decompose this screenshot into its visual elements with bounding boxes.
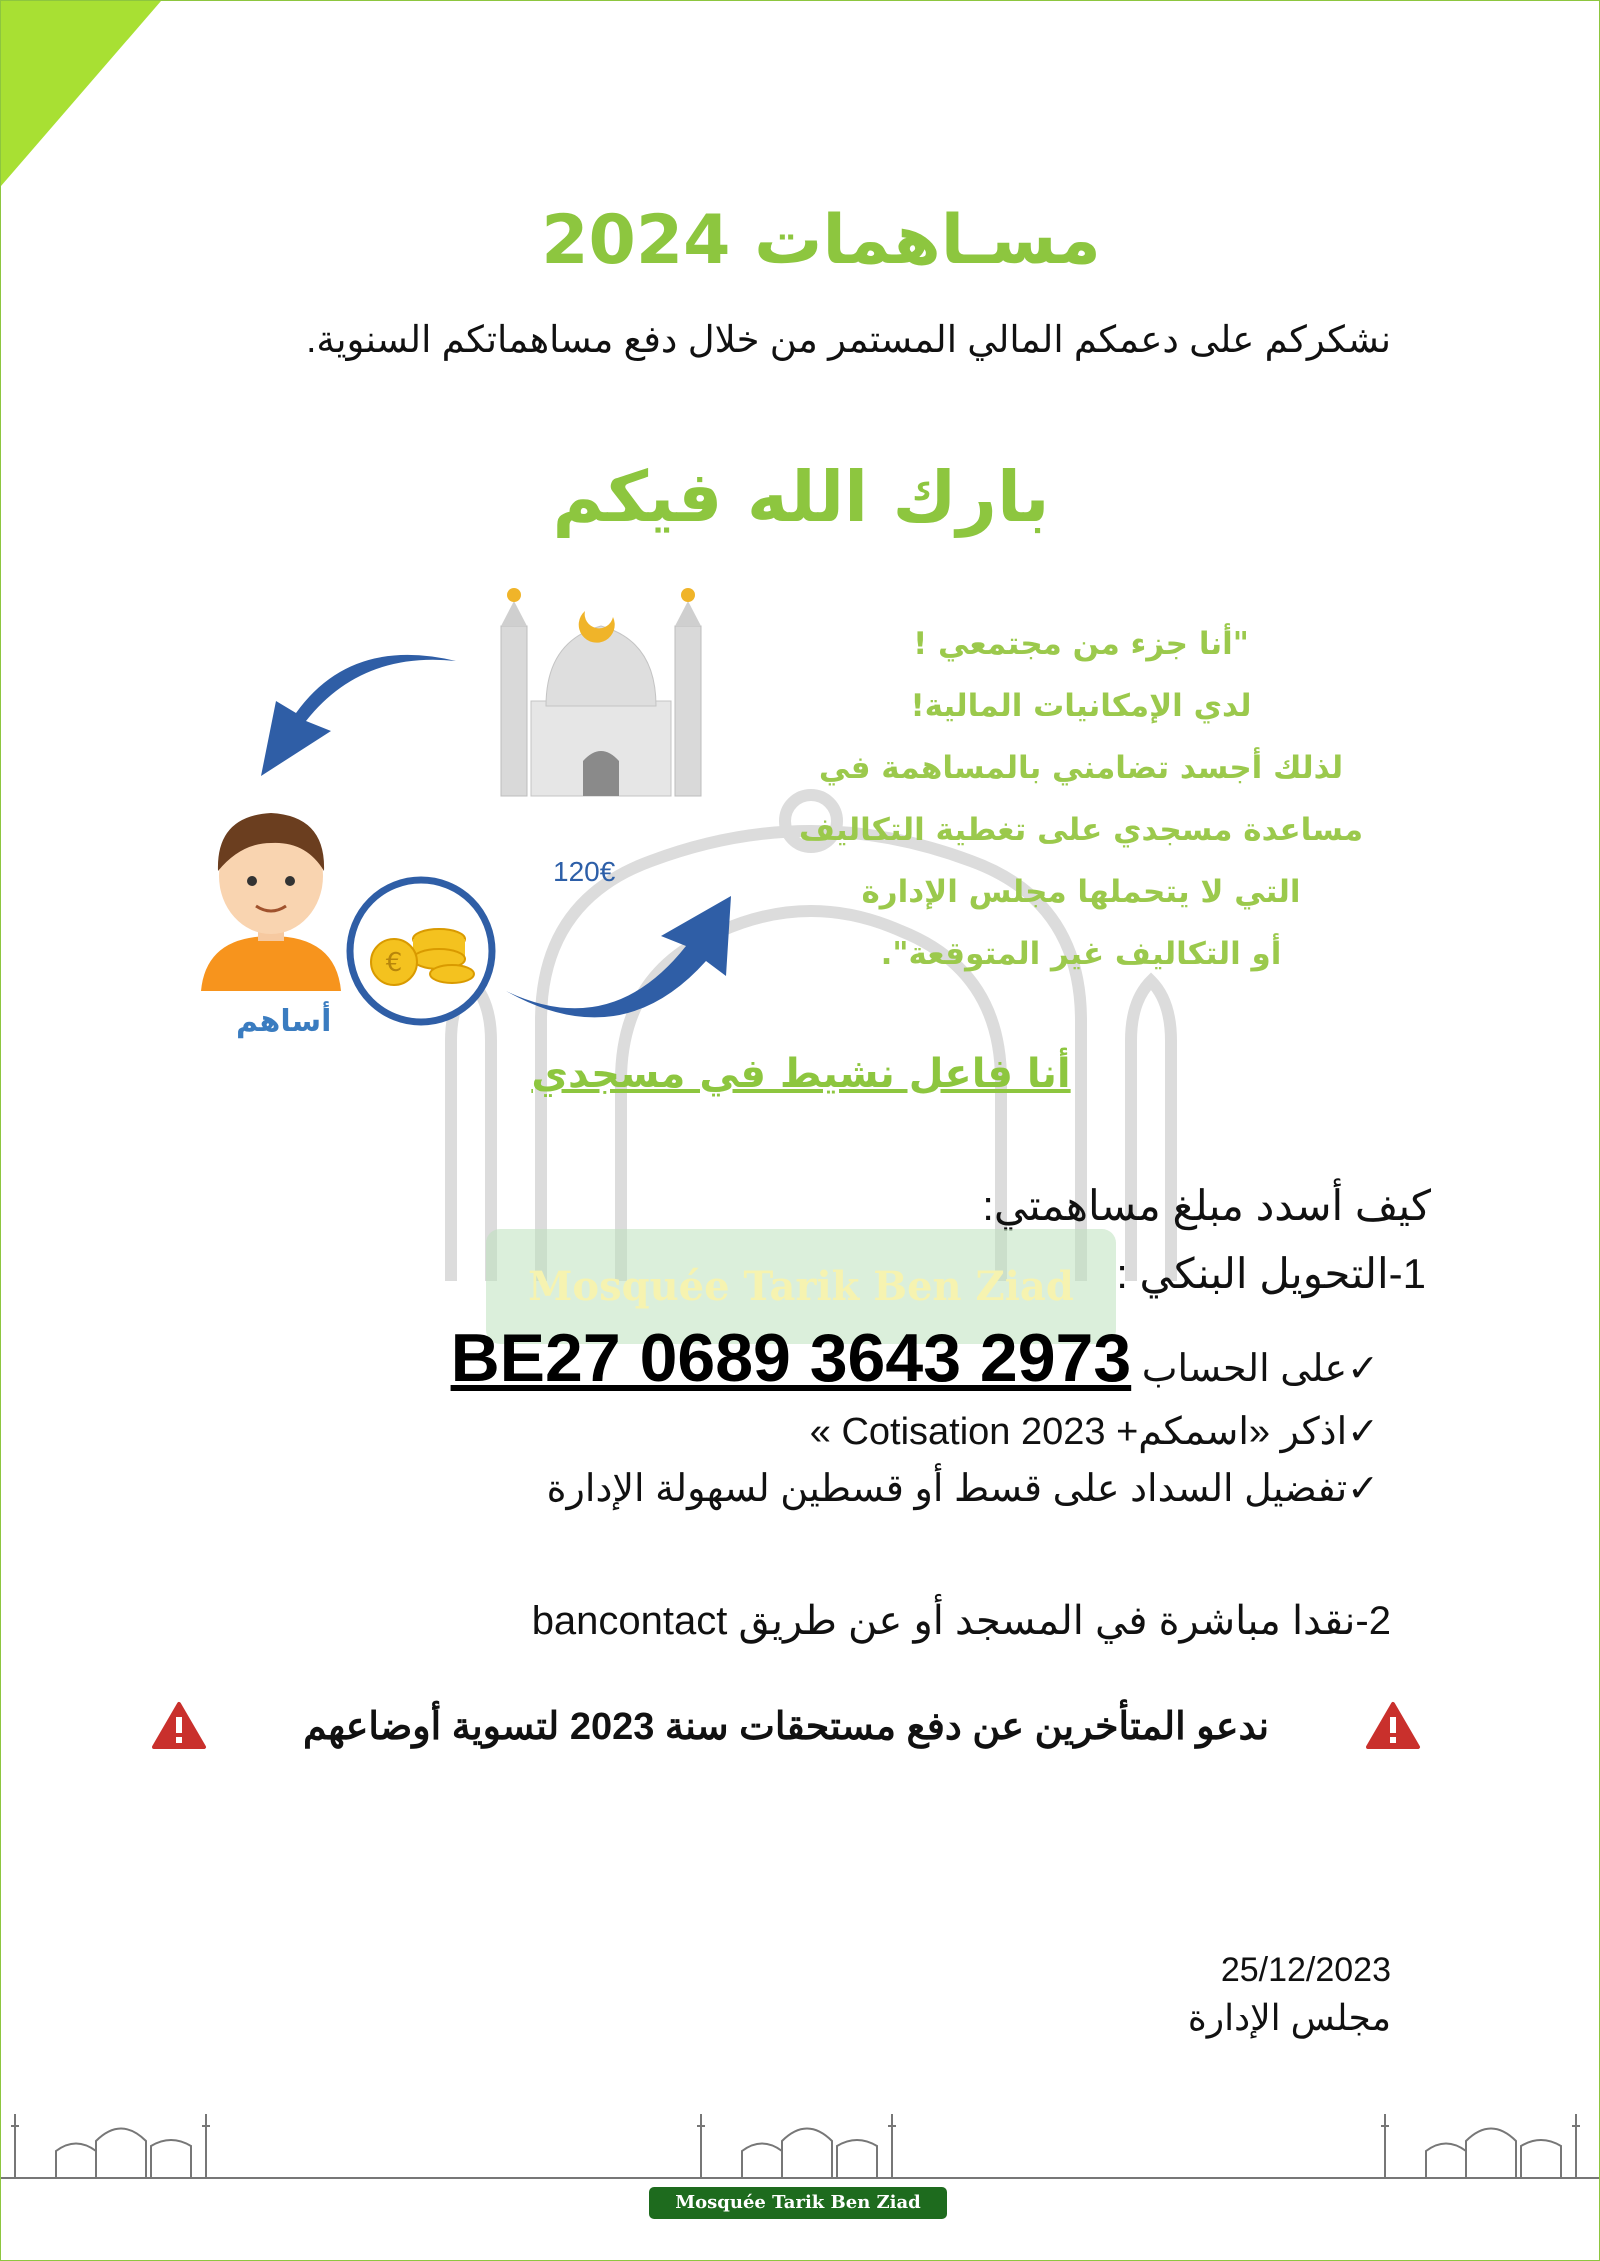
installments-text: تفضيل السداد على قسط أو قسطين لسهولة الإدارة [546, 1468, 1348, 1510]
check-icon: ✓ [1347, 1468, 1379, 1510]
late-payment-warning [151, 1701, 1421, 1751]
arrow-to-mosque-icon [501, 891, 741, 1021]
quote-line: أو التكاليف غير المتوقعة". [880, 936, 1282, 972]
contributor-label: أساهم [236, 1004, 332, 1039]
how-to-pay-heading: كيف أسدد مبلغ مساهمتي: [982, 1182, 1431, 1229]
blessing-heading: بارك الله فيكم [552, 456, 1050, 538]
quote-line: مساعدة مسجدي على تغطية التكاليف [798, 812, 1364, 848]
quote-line: لذلك أجسد تضامني بالمساهمة في [818, 750, 1344, 786]
installments-row [547, 1466, 1379, 1511]
page-title: مسـاهمات 2024 [541, 201, 1101, 280]
account-prefix: على الحساب [1141, 1348, 1348, 1390]
svg-text:€: € [385, 948, 403, 978]
check-icon: ✓ [1347, 1411, 1379, 1453]
contributor-avatar-icon [196, 801, 346, 991]
issue-date: 25/12/2023 [1220, 1951, 1391, 1989]
coins-icon [344, 874, 499, 1029]
account-row [451, 1319, 1379, 1397]
bank-transfer-heading: 1-التحويل البنكي : [1116, 1250, 1426, 1297]
mention-row [810, 1409, 1379, 1454]
corner-accent [1, 1, 161, 186]
quote-line: لدي الإمكانيات المالية! [910, 688, 1252, 724]
active-member-heading: أنا فاعل نشيط في مسجدي [531, 1051, 1071, 1097]
quote-line: التي لا يتحملها مجلس الإدارة [861, 874, 1301, 910]
mosque-skyline-footer [1, 2106, 1599, 2186]
thanks-text: نشكركم على دعمكم المالي المستمر من خلال دفع مساهماتكم السنوية. [306, 319, 1391, 360]
check-icon: ✓ [1347, 1348, 1379, 1390]
footer-mosque-label: Mosquée Tarik Ben Ziad [649, 2187, 947, 2219]
quote-line: "أنا جزء من مجتمعي ! [913, 626, 1249, 662]
arrow-to-contributor-icon [251, 651, 461, 781]
warning-icon [151, 1701, 207, 1751]
cash-payment-text: 2-نقدا مباشرة في المسجد أو عن طريق bancontact [531, 1599, 1391, 1643]
warning-text: ندعو المتأخرين عن دفع مستحقات سنة 2023 لتسوية أوضاعهم [302, 1705, 1270, 1748]
signature-board: مجلس الإدارة [1187, 1997, 1391, 2038]
watermark-text: Mosquée Tarik Ben Ziad [528, 1263, 1074, 1310]
mosque-icon [491, 581, 711, 811]
solidarity-quote [771, 613, 1391, 985]
amount-label: 120€ [553, 856, 616, 887]
iban-number: BE27 0689 3643 2973 [450, 1320, 1132, 1396]
mention-text: اذكر «اسمكم+ Cotisation 2023 » [809, 1411, 1348, 1453]
warning-icon [1365, 1701, 1421, 1751]
